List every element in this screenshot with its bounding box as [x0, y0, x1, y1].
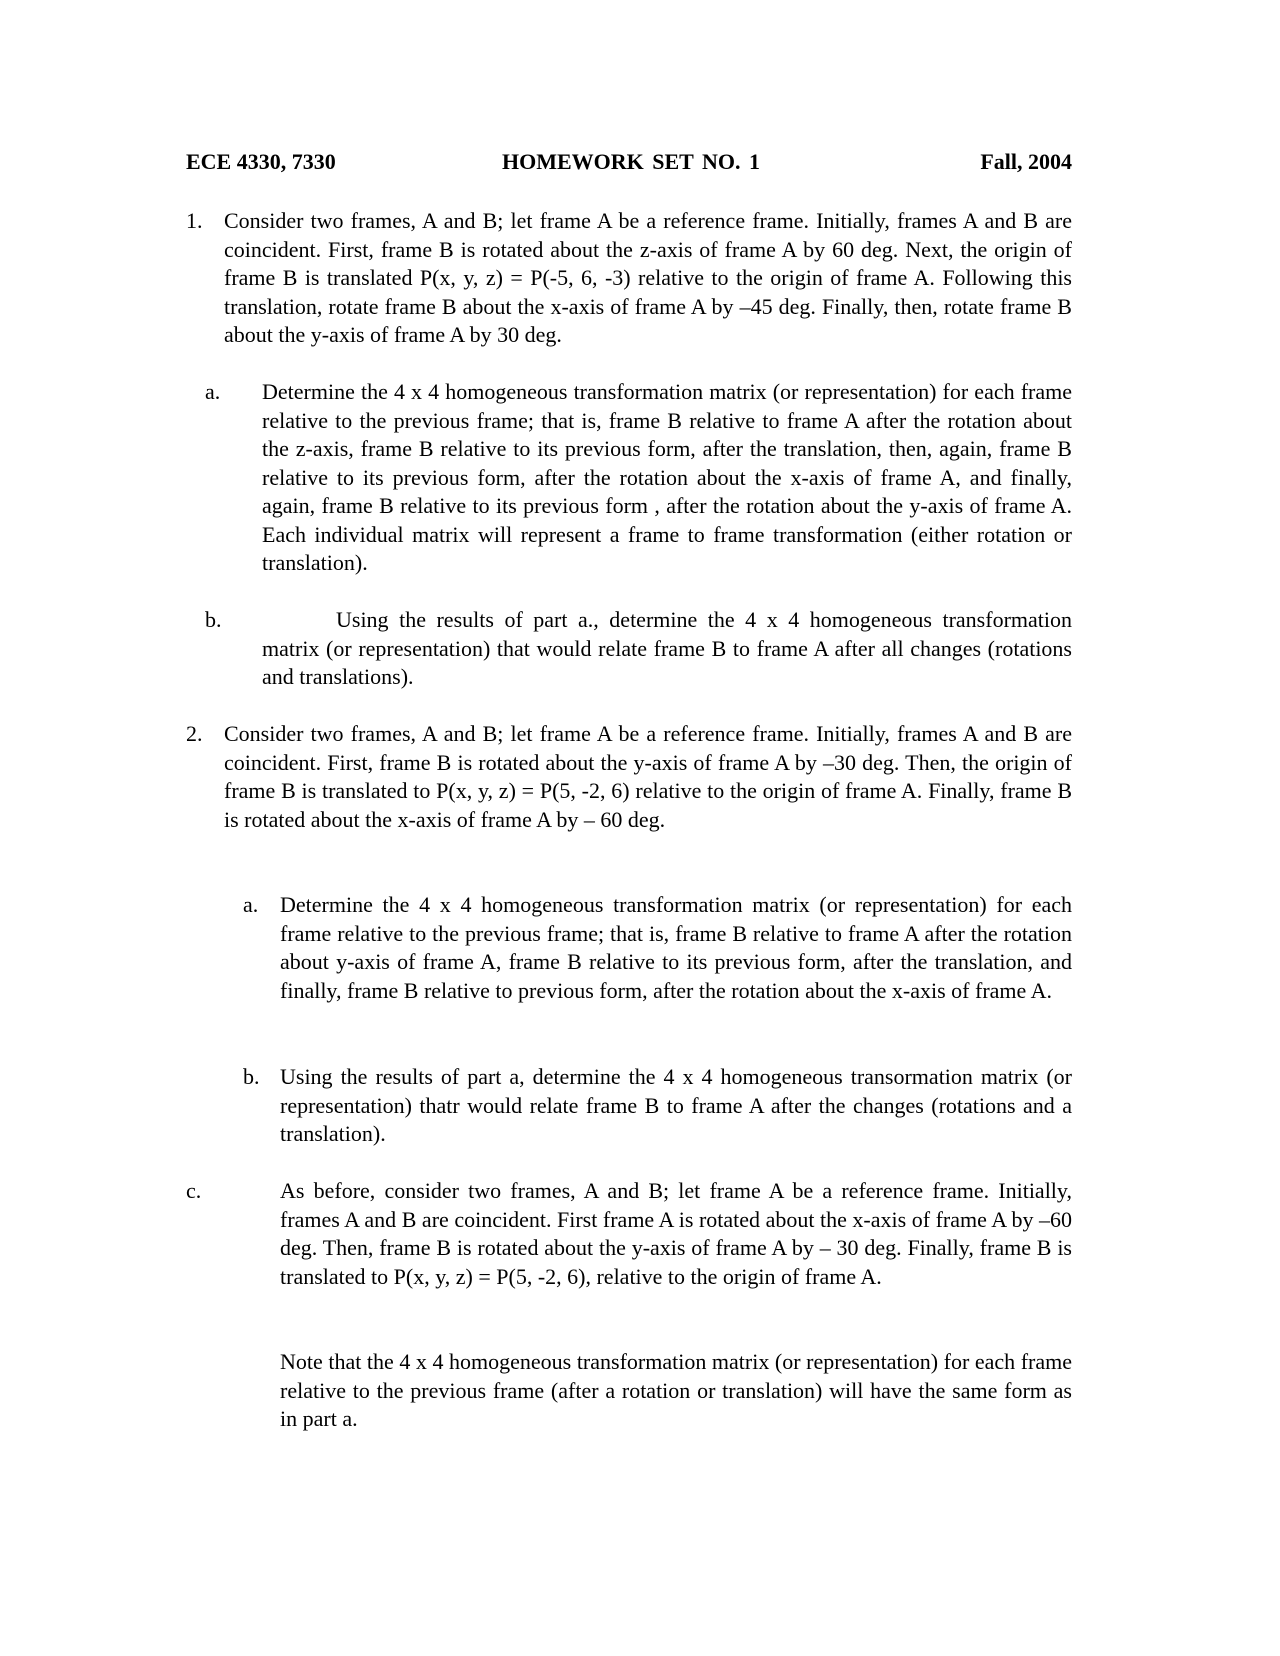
problem-2b-text: Using the results of part a, determine the 4 x 4 homogeneous transormation matrix (or representation) thatr would relate frame B to frame A after the changes (rotations and a translation). — [280, 1064, 1072, 1146]
problem-2a-label: a. — [243, 892, 259, 917]
problem-2b-label: b. — [243, 1064, 260, 1089]
problem-1b-body: Using the results of part a., determine the 4 x 4 homogeneous transformation matrix (or representation) that would relate frame B to frame A after all changes (rotations and translations). — [262, 607, 1072, 689]
problem-1a-label: a. — [205, 379, 221, 404]
term: Fall, 2004 — [980, 149, 1072, 174]
problem-2a-text: Determine the 4 x 4 homogeneous transformation matrix (or representation) for each frame relative to the previous frame; that is, frame B relative to frame A after the rotation about y-axis of frame A, frame B relative to its previous form, after the translation, and finally, frame B relative to previous form, after the rotation about the x-axis of frame A. — [280, 892, 1072, 1003]
page-header — [186, 148, 1072, 178]
course-number: ECE 4330, 7330 — [186, 149, 336, 174]
problem-1-number: 1. — [186, 208, 203, 233]
document-title: HOMEWORK SET NO. 1 — [502, 149, 760, 174]
problem-c-text: As before, consider two frames, A and B; let frame A be a reference frame. Initially, frames A and B are coincident. First frame A is rotated about the x-axis of frame A by –60 deg. Then, frame B is rotated about the y-axis of frame A by – 30 deg. Finally, frame B is translated to P(x, y, z) = P(5, -2, 6), relative to the origin of frame A. — [280, 1178, 1072, 1289]
problem-2-text: Consider two frames, A and B; let frame A be a reference frame. Initially, frames A and B are coincident. First, frame B is rotated about the y-axis of frame A by –30 deg. Then, the origin of frame B is translated to P(x, y, z) = P(5, -2, 6) relative to the origin of frame A. Finally, frame B is rotated about the x-axis of frame A by – 60 deg. — [224, 721, 1072, 832]
problem-2-number: 2. — [186, 721, 203, 746]
problem-1b-label: b. — [205, 607, 222, 632]
problem-c-label: c. — [186, 1178, 202, 1203]
problem-c-note: Note that the 4 x 4 homogeneous transformation matrix (or representation) for each frame relative to the previous frame (after a rotation or translation) will have the same form as in part a. — [280, 1349, 1072, 1431]
problem-1b-text — [262, 606, 1072, 692]
problem-1-text: Consider two frames, A and B; let frame A be a reference frame. Initially, frames A and B are coincident. First, frame B is rotated about the z-axis of frame A by 60 deg. Next, the origin of frame B is translated P(x, y, z) = P(-5, 6, -3) relative to the origin of frame A. Following this translation, rotate frame B about the x-axis of frame A by –45 deg. Finally, then, rotate frame B about the y-axis of frame A by 30 deg. — [224, 208, 1072, 347]
problem-1a-text: Determine the 4 x 4 homogeneous transformation matrix (or representation) for each frame relative to the previous frame; that is, frame B relative to frame A after the rotation about the z-axis, frame B relative to its previous form, after the translation, then, again, frame B relative to its previous form, after the rotation about the x-axis of frame A, and finally, again, frame B relative to its previous form , after the rotation about the y-axis of frame A. Each individual matrix will represent a frame to frame transformation (either rotation or translation). — [262, 379, 1072, 575]
